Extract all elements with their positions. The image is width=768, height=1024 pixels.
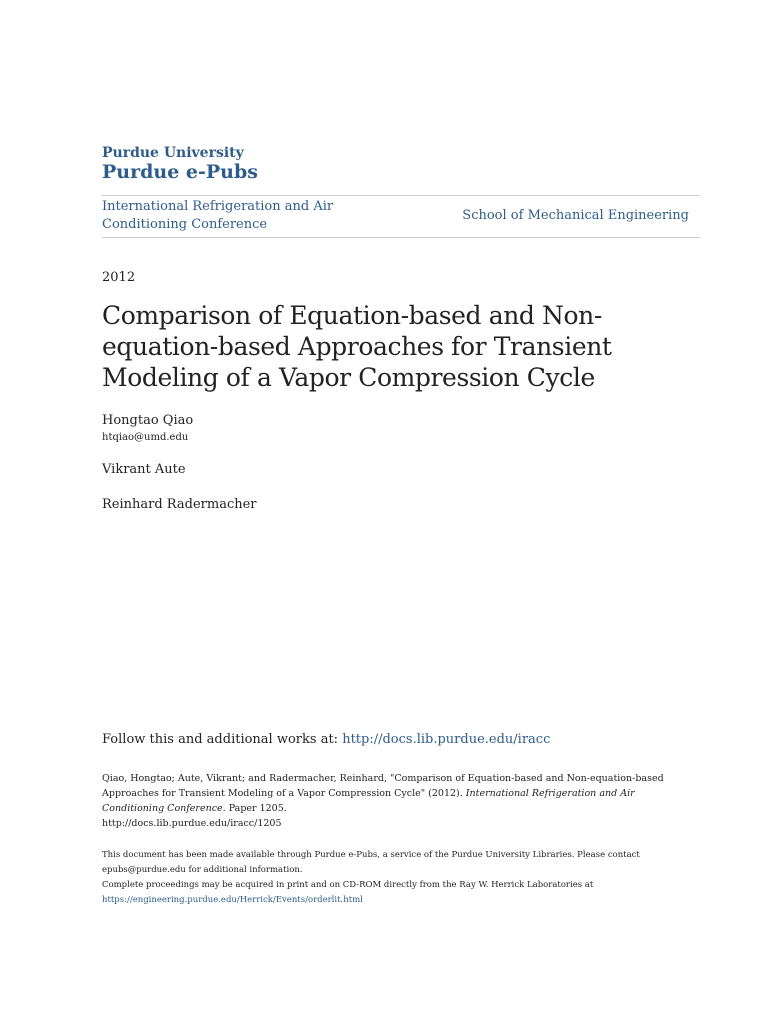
proceedings-link[interactable]: https://engineering.purdue.edu/Herrick/Events/orderlit.html [102, 895, 363, 905]
follow-label: Follow this and additional works at: [102, 732, 339, 747]
citation-block [102, 771, 678, 831]
bottom-divider [102, 237, 700, 238]
collection-link[interactable]: http://docs.lib.purdue.edu/iracc [342, 732, 551, 747]
organization-name[interactable]: Purdue University [102, 145, 244, 161]
availability-notice [102, 848, 692, 908]
citation-paper-number: . Paper 1205. [222, 803, 287, 814]
author-name: Vikrant Aute [102, 462, 186, 477]
top-divider [102, 195, 700, 196]
citation-url[interactable]: http://docs.lib.purdue.edu/iracc/1205 [102, 818, 282, 829]
follow-line [102, 732, 550, 747]
citation-text: Qiao, Hongtao; Aute, Vikrant; and Radermacher, Reinhard, "Comparison of Equation-based and Non-equation-based Approaches for Transient Modeling of a Vapor Compression Cycle" (2012). [102, 773, 664, 799]
availability-text: This document has been made available through Purdue e-Pubs, a service of the Purdue University Libraries. Please contact epubs@purdue.edu for additional information. [102, 850, 640, 875]
department-link[interactable]: School of Mechanical Engineering [462, 208, 689, 223]
citation-venue: International Refrigeration and Air Conditioning Conference [102, 788, 635, 814]
paper-title: Comparison of Equation-based and Non-equation-based Approaches for Transient Modeling of a Vapor Compression Cycle [102, 301, 612, 392]
repository-name[interactable]: Purdue e-Pubs [102, 161, 258, 183]
conference-link[interactable]: International Refrigeration and Air Conditioning Conference [102, 199, 334, 232]
publication-year: 2012 [102, 270, 136, 285]
proceedings-text: Complete proceedings may be acquired in print and on CD-ROM directly from the Ray W. Herrick Laboratories at [102, 880, 594, 890]
author-name: Reinhard Radermacher [102, 497, 257, 512]
author-name: Hongtao Qiao [102, 413, 194, 428]
author-email: htqiao@umd.edu [102, 432, 189, 443]
